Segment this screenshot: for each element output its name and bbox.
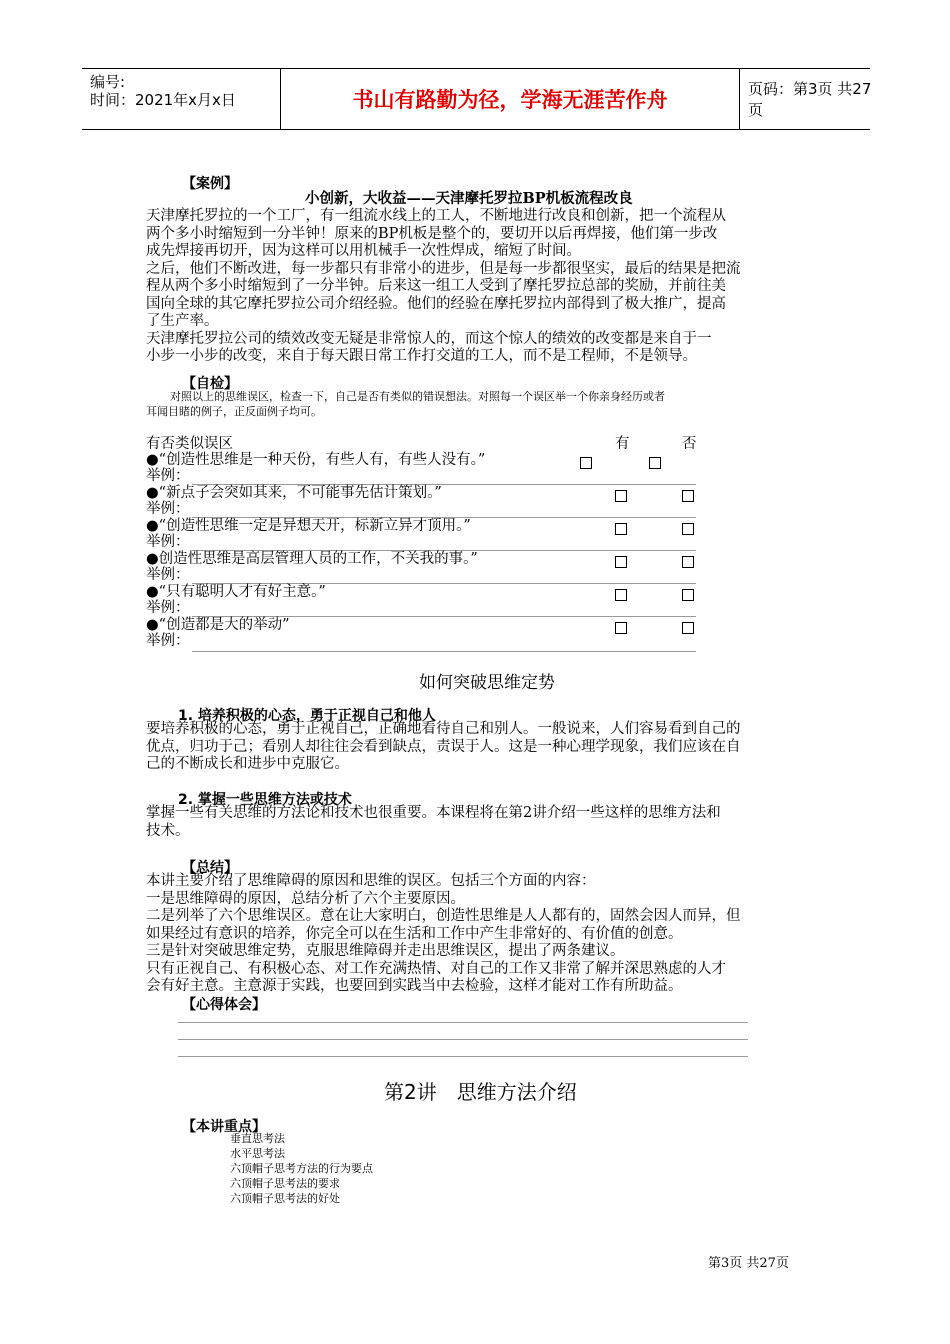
doc-number-label: 编号: [90,73,126,91]
footer-page-number: 第3页 共27页 [708,1256,789,1271]
notes-heading: 【心得体会】 [182,997,266,1013]
checkbox-no[interactable] [649,454,661,473]
checkbox-no[interactable] [682,586,694,605]
checkbox-no[interactable] [682,553,694,572]
case-line: 天津摩托罗拉的一个工厂，有一组流水线上的工人，不断地进行改良和创新，把一个流程从 [146,208,726,224]
col-no-label: 否 [682,436,697,452]
notes-line[interactable] [178,1056,748,1057]
notes-line[interactable] [178,1039,748,1040]
key-point: 水平思考法 [230,1147,285,1160]
key-point: 六顶帽子思考法的好处 [230,1192,340,1205]
example-label: 举例： [146,567,190,583]
misconception-item: ●创造性思维是高层管理人员的工作，不关我的事。” [146,551,478,567]
case-line: 成先焊接再切开，因为这样可以用机械手一次性焊成，缩短了时间。 [146,243,581,259]
checkbox-yes[interactable] [615,520,627,539]
lecture-title: 第2讲 思维方法介绍 [384,1080,577,1104]
summary-line: 只有正视自己、有积极心态、对工作充满热情、对自己的工作又非常了解并深思熟虑的人才 [146,960,726,977]
case-line: 小步一小步的改变，来自于每天跟日常工作打交道的工人，而不是工程师，不是领导。 [146,348,697,364]
case-heading: 【案例】 [182,176,238,192]
example-label: 举例： [146,501,190,517]
subsection-body [146,721,826,774]
subsection-heading: 1. 培养积极的心态，勇于正视自己和他人 [178,708,436,724]
summary-heading: 【总结】 [182,860,238,876]
doc-time-label: 时间：2021年x月x日 [90,91,236,109]
checkbox-yes[interactable] [615,586,627,605]
body-line: 己的不断成长和进步中克服它。 [146,756,349,772]
checkbox-no[interactable] [682,619,694,638]
checkbox-yes[interactable] [580,454,592,473]
page-header [82,68,870,130]
misconception-item: ●“只有聪明人才有好主意。” [146,584,326,600]
subsection-heading: 2. 掌握一些思维方法或技术 [178,792,352,808]
case-line: 之后，他们不断改进，每一步都只有非常小的进步，但是每一步都很坚实，最后的结果是把流 [146,260,741,277]
body-line: 掌握一些有关思维的方法论和技术也很重要。本课程将在第2讲介绍一些这样的思维方法和 [146,805,721,821]
case-body [146,208,826,366]
body-line: 要培养积极的心态，勇于正视自己，正确地看待自己和别人。一般说来，人们容易看到自己的 [146,721,741,737]
header-motto-cell [280,69,740,129]
checkbox-yes[interactable] [615,487,627,506]
misconception-item: ●“创造性思维是一种天份，有些人有，有些人没有。” [146,452,486,468]
summary-body [146,873,826,996]
misconception-item: ●“创造都是大的举动” [146,617,290,633]
checkbox-yes[interactable] [615,553,627,572]
case-line: 程从两个多小时缩短到了一分半钟。后来这一组工人受到了摩托罗拉总部的奖励，并前往美 [146,278,726,294]
summary-line: 会有好主意。主意源于实践，也要回到实践当中去检验，这样才能对工作有所助益。 [146,978,683,994]
summary-line: 本讲主要介绍了思维障碍的原因和思维的误区。包括三个方面的内容： [146,873,596,889]
case-line: 两个多小时缩短到一分半钟！原来的BP机板是整个的，要切开以后再焊接，他们第一步改 [146,225,718,242]
selfcheck-table-header: 有否类似误区 [146,436,233,452]
header-motto: 书山有路勤为径，学海无涯苦作舟 [352,88,668,112]
misconception-item: ●“新点子会突如其来，不可能事先估计策划。” [146,485,442,501]
notes-line[interactable] [178,1022,748,1023]
case-line: 天津摩托罗拉公司的绩效改变无疑是非常惊人的，而这个惊人的绩效的改变都是来自于一 [146,330,712,347]
example-label: 举例： [146,633,190,649]
example-label: 举例： [146,534,190,550]
example-label: 举例： [146,468,190,484]
section-title: 如何突破思维定势 [419,673,555,693]
key-points-heading: 【本讲重点】 [182,1119,266,1135]
body-line: 技术。 [146,822,190,839]
summary-line: 一是思维障碍的原因，总结分析了六个主要原因。 [146,890,465,907]
header-page-info: 页码：第3页 共27页 [748,80,872,119]
summary-line: 如果经过有意识的培养，你完全可以在生活和工作中产生非常好的、有价值的创意。 [146,925,683,942]
body-line: 优点，归功于己；看别人却往往会看到缺点，责误于人。这是一种心理学现象，我们应该在自 [146,738,741,755]
key-point: 垂直思考法 [230,1132,285,1145]
case-line: 了生产率。 [146,313,219,329]
example-label: 举例： [146,600,190,616]
case-line: 国向全球的其它摩托罗拉公司介绍经验。他们的经验在摩托罗拉内部得到了极大推广，提高 [146,295,726,312]
misconception-item: ●“创造性思维一定是异想天开，标新立异才顶用。” [146,518,471,534]
checkbox-no[interactable] [682,487,694,506]
col-yes-label: 有 [615,436,630,452]
key-points-list [230,1131,373,1206]
case-title: 小创新，大收益——天津摩托罗拉BP机板流程改良 [305,190,633,207]
selfcheck-intro-line: 耳闻目睹的例子，正反面例子均可。 [146,405,322,418]
example-line[interactable] [192,651,696,652]
summary-line: 二是列举了六个思维误区。意在让大家明白，创造性思维是人人都有的，固然会因人而异，但 [146,908,741,924]
checkbox-no[interactable] [682,520,694,539]
header-page-cell [738,69,880,129]
subsection-body [146,805,826,840]
selfcheck-intro-line: 对照以上的思维误区，检查一下，自己是否有类似的错误想法。对照每一个误区举一个你亲身经历或者 [170,390,665,403]
header-meta [82,69,280,129]
key-point: 六顶帽子思考法的要求 [230,1177,340,1190]
selfcheck-heading: 【自检】 [182,376,238,392]
summary-line: 三是针对突破思维定势，克服思维障碍并走出思维误区，提出了两条建议。 [146,943,625,959]
checkbox-yes[interactable] [615,619,627,638]
key-point: 六顶帽子思考方法的行为要点 [230,1162,373,1175]
